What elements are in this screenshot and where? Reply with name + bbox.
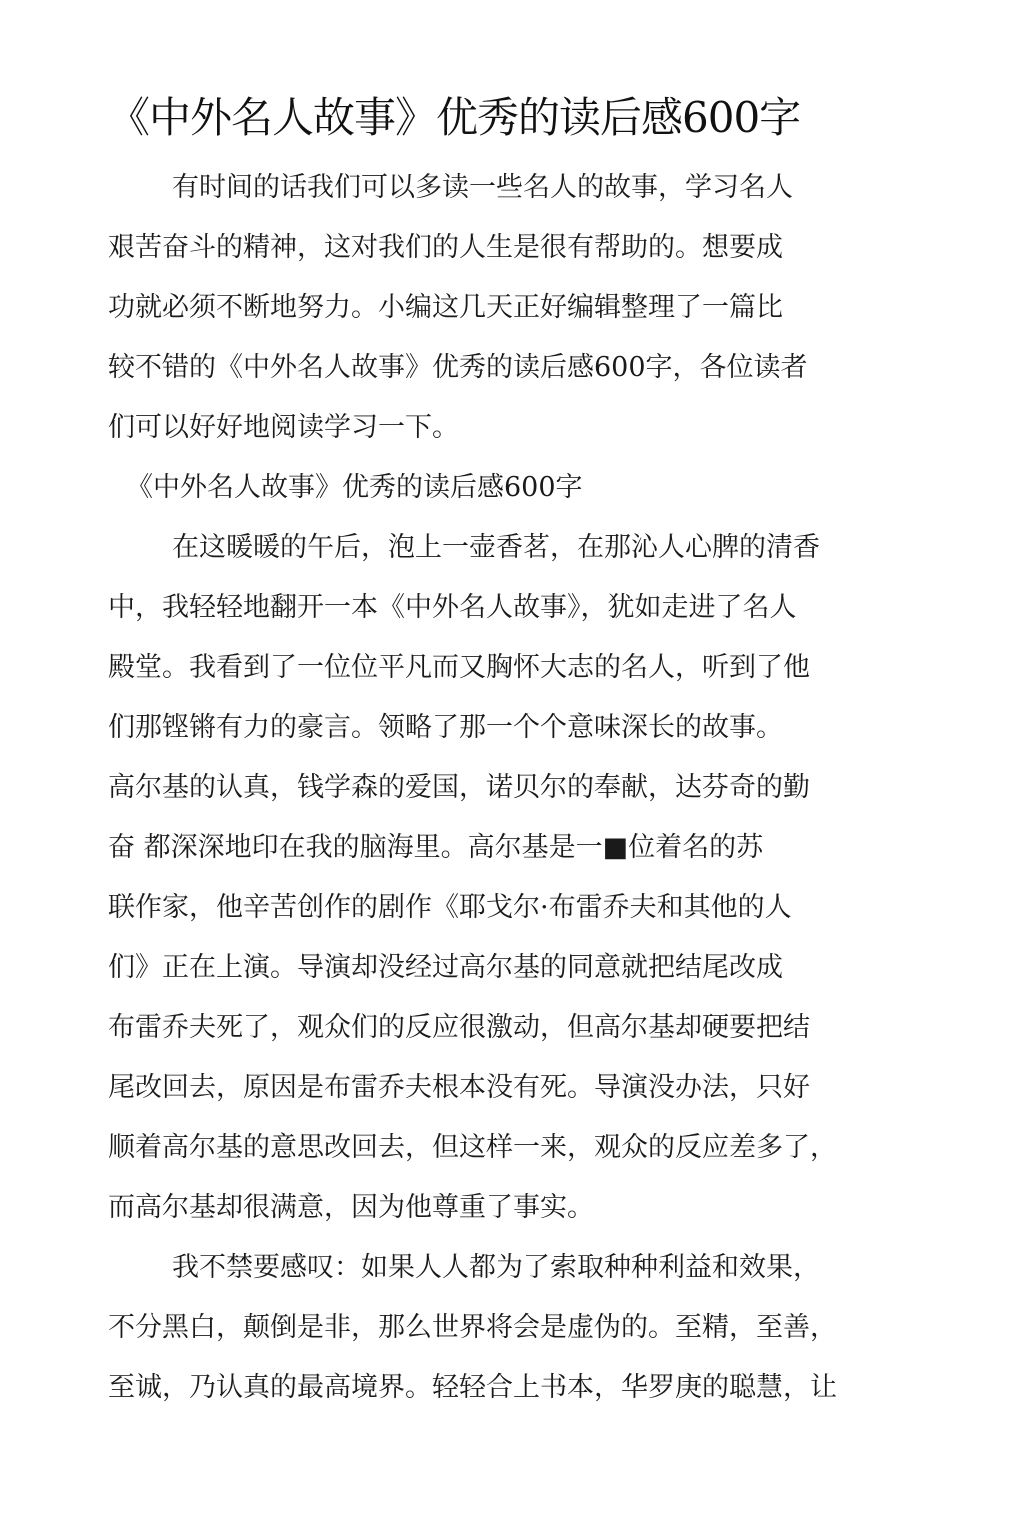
paragraph-line: 而高尔基却很满意，因为他尊重了事实。 xyxy=(108,1192,594,1223)
paragraph-line: 顺着高尔基的意思改回去，但这样一来，观众的反应差多了， xyxy=(108,1132,837,1163)
paragraph-line: 较不错的《中外名人故事》优秀的读后感600字，各位读者 xyxy=(108,352,808,383)
document-title: 《中外名人故事》优秀的读后感600字 xyxy=(108,93,801,142)
paragraph-line: 们那铿锵有力的豪言。领略了那一个个意味深长的故事。 xyxy=(108,712,783,743)
paragraph-line: 奋 都深深地印在我的脑海里。高尔基是一■位着名的苏 xyxy=(108,832,764,863)
paragraph-line: 联作家，他辛苦创作的剧作《耶戈尔·布雷乔夫和其他的人 xyxy=(108,892,792,923)
paragraph-line: 艰苦奋斗的精神，这对我们的人生是很有帮助的。想要成 xyxy=(108,232,783,263)
paragraph-line: 有时间的话我们可以多读一些名人的故事，学习名人 xyxy=(172,172,793,203)
paragraph-line: 不分黑白，颠倒是非，那么世界将会是虚伪的。至精，至善， xyxy=(108,1312,837,1343)
paragraph-line: 布雷乔夫死了，观众们的反应很激动，但高尔基却硬要把结 xyxy=(108,1012,810,1043)
section-heading: 《中外名人故事》优秀的读后感600字 xyxy=(126,472,583,503)
paragraph-line: 尾改回去，原因是布雷乔夫根本没有死。导演没办法，只好 xyxy=(108,1072,810,1103)
paragraph-line: 们》正在上演。导演却没经过高尔基的同意就把结尾改成 xyxy=(108,952,783,983)
paragraph-line: 中，我轻轻地翻开一本《中外名人故事》，犹如走进了名人 xyxy=(108,592,797,623)
paragraph-line: 在这暖暖的午后，泡上一壶香茗，在那沁人心脾的清香 xyxy=(172,532,820,563)
paragraph-line: 殿堂。我看到了一位位平凡而又胸怀大志的名人，听到了他 xyxy=(108,652,810,683)
paragraph-line: 们可以好好地阅读学习一下。 xyxy=(108,412,459,443)
paragraph-line: 我不禁要感叹：如果人人都为了索取种种利益和效果， xyxy=(172,1252,820,1283)
paragraph-line: 功就必须不断地努力。小编这几天正好编辑整理了一篇比 xyxy=(108,292,783,323)
paragraph-line: 高尔基的认真，钱学森的爱国，诺贝尔的奉献，达芬奇的勤 xyxy=(108,772,810,803)
paragraph-line: 至诚，乃认真的最高境界。轻轻合上书本，华罗庚的聪慧，让 xyxy=(108,1372,837,1403)
